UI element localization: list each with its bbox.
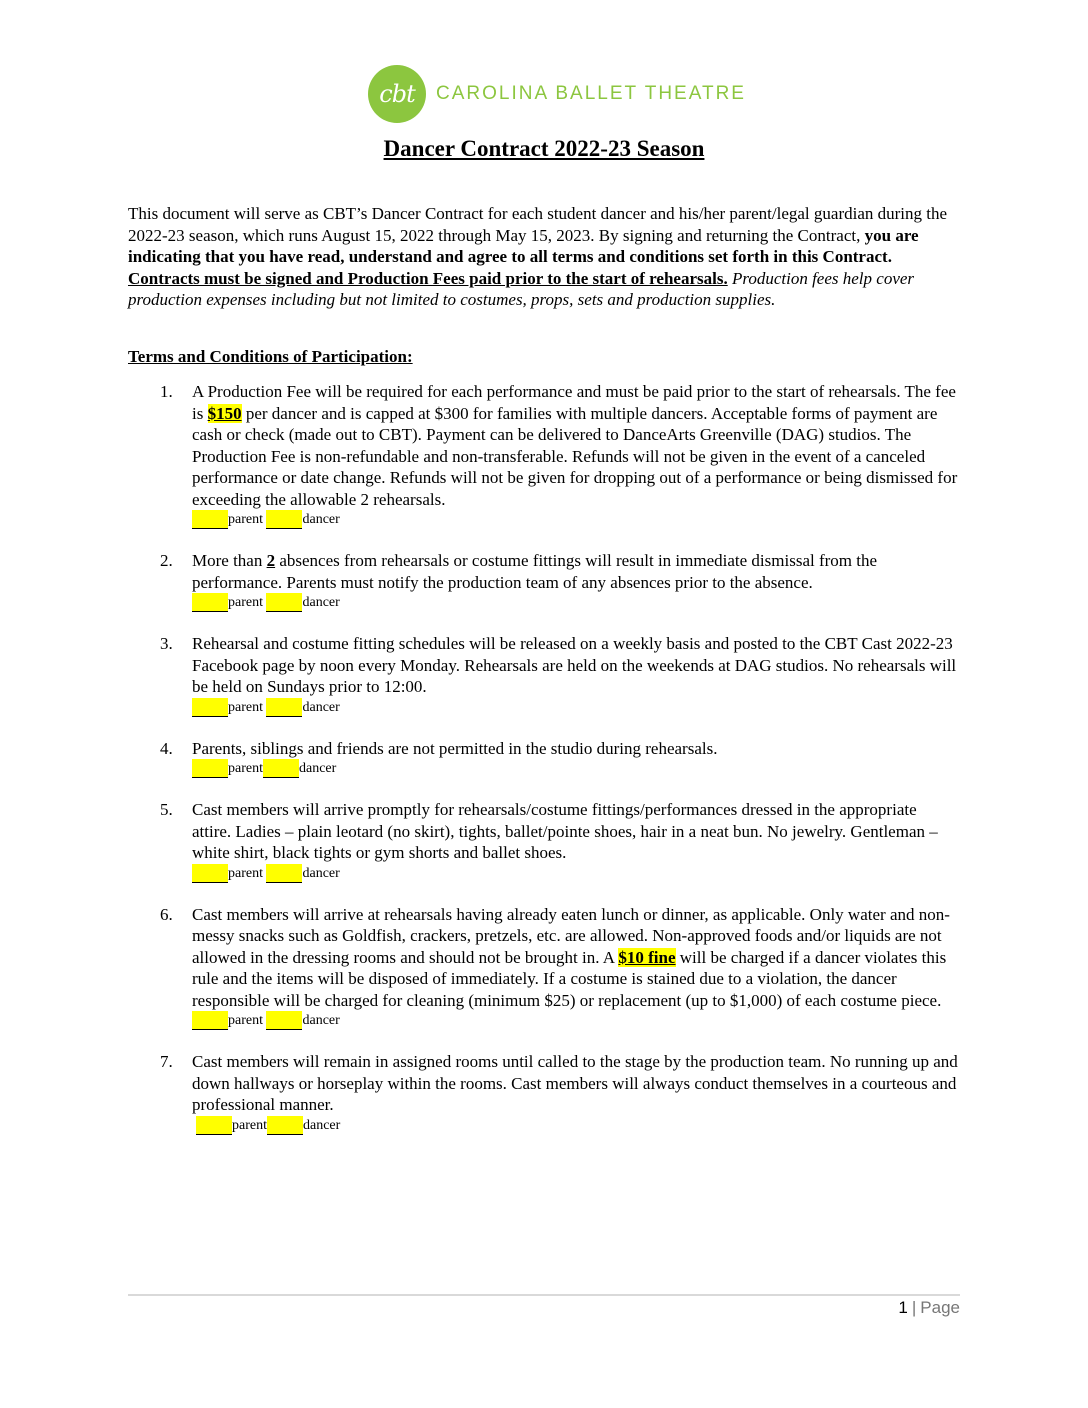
term-item-6: [128, 904, 960, 1031]
parent-label: parent: [228, 865, 263, 881]
logo-monogram: cbt: [368, 65, 426, 123]
parent-label: parent: [232, 1117, 267, 1133]
fine-highlight: $10 fine: [618, 947, 676, 967]
item-text: absences from rehearsals or costume fittings will result in immediate dismissal from the performance. Parents must notify the production team of any absences prior to the absence.: [192, 551, 878, 592]
footer-separator: |: [911, 1298, 917, 1317]
term-item-5: [128, 799, 960, 883]
terms-list: [128, 381, 960, 1135]
term-item-2: [128, 550, 960, 612]
item-text: More than: [192, 551, 267, 570]
parent-initials-field[interactable]: [192, 759, 228, 778]
dancer-initials-field[interactable]: [266, 510, 302, 529]
dancer-label: dancer: [302, 1117, 341, 1133]
dancer-initials-field[interactable]: [266, 698, 302, 717]
initials-row: [192, 698, 960, 717]
logo-name: CAROLINA BALLET THEATRE: [436, 83, 746, 104]
intro-paragraph: [128, 203, 960, 311]
logo: [368, 65, 746, 123]
item-text: Rehearsal and costume fitting schedules will be released on a weekly basis and posted to the CBT Cast 2022-23 Facebook page by noon every Monday. Rehearsals are held on the weekends at DAG studios. No rehearsals will be held on Sundays prior to 12:00.: [192, 634, 957, 696]
item-text: Cast members will remain in assigned rooms until called to the stage by the production team. No running up and down hallways or horseplay within the rooms. Cast members will always conduct themselves in a courteous and professional manner.: [192, 1052, 958, 1114]
parent-label: parent: [228, 1013, 263, 1028]
dancer-initials-field[interactable]: [266, 864, 302, 883]
fee-highlight: $150: [207, 403, 242, 423]
section-heading: Terms and Conditions of Participation:: [128, 347, 413, 366]
dancer-label: dancer: [302, 1013, 340, 1028]
parent-initials-field[interactable]: [192, 698, 228, 717]
parent-label: parent: [228, 595, 263, 610]
dancer-label: dancer: [302, 512, 340, 527]
intro-bold-text: you are indicating that you have read, understand and agree to all terms and conditions set forth in this Contract.: [128, 225, 919, 266]
dancer-label: dancer: [298, 761, 337, 776]
page-label: Page: [920, 1298, 960, 1317]
item-text: Cast members will arrive at rehearsals having already eaten lunch or dinner, as applicable. Only water and non-messy snacks such as Goldfish, crackers, pretzels, etc. are allowed. Non-approved foods and/or liquids are not allowed in the dressing rooms and should not be brought in. A: [192, 904, 950, 967]
item-number: 3.: [160, 634, 173, 653]
initials-row: [192, 864, 960, 883]
parent-initials-field[interactable]: [196, 1116, 232, 1135]
item-number: 7.: [160, 1052, 173, 1071]
item-number: 5.: [160, 800, 173, 819]
item-text: Cast members will arrive promptly for rehearsals/costume fittings/performances dressed in the appropriate attire. Ladies – plain leotard (no skirt), tights, ballet/pointe shoes, hair in a neat bun. No jewelry. Gentleman – white shirt, black tights or gym shorts and ballet shoes.: [192, 800, 938, 862]
intro-italic-note: Production fees help cover production expenses including but not limited to costumes, props, sets and production supplies.: [128, 268, 915, 309]
item-number: 4.: [160, 738, 173, 758]
term-item-4: [128, 738, 960, 779]
parent-initials-field[interactable]: [192, 510, 228, 529]
intro-requirement: Contracts must be signed and Production Fees paid prior to the start of rehearsals.: [128, 268, 728, 288]
parent-label: parent: [228, 512, 263, 527]
dancer-label: dancer: [302, 865, 340, 881]
initials-row: [192, 759, 960, 778]
initials-row: [192, 510, 960, 529]
parent-label: parent: [228, 699, 263, 715]
parent-initials-field[interactable]: [192, 864, 228, 883]
parent-label: parent: [228, 761, 263, 776]
item-text: Parents, siblings and friends are not permitted in the studio during rehearsals.: [192, 738, 718, 758]
parent-initials-field[interactable]: [192, 593, 228, 612]
footer-divider: [128, 1294, 960, 1296]
item-number: 2.: [160, 551, 173, 570]
initials-row: [192, 1116, 960, 1135]
page-number: 1: [898, 1298, 908, 1317]
page-title: Dancer Contract 2022-23 Season: [383, 136, 705, 161]
term-item-7: [128, 1051, 960, 1135]
item-text: A Production Fee will be required for each performance and must be paid prior to the start of rehearsals. The fee is: [192, 382, 956, 423]
item-text: per dancer and is capped at $300 for families with multiple dancers. Acceptable forms of payment are cash or check (made out to CBT). Payment can be delivered to DanceArts Greenville (DAG) studios. The Production Fee is non-refundable and non-transferable. Refunds will not be given in the event of a canceled performance or date change. Refunds will not be given for dropping out of a performance or being dismissed for exceeding the allowable 2 rehearsals.: [192, 403, 958, 509]
item-number: 6.: [160, 904, 173, 924]
initials-row: [192, 593, 960, 612]
dancer-initials-field[interactable]: [263, 759, 299, 778]
term-item-3: [128, 633, 960, 717]
parent-initials-field[interactable]: [192, 1011, 228, 1030]
dancer-initials-field[interactable]: [267, 1116, 303, 1135]
dancer-label: dancer: [302, 699, 340, 715]
dancer-initials-field[interactable]: [266, 1011, 302, 1030]
item-text: will be charged if a dancer violates this rule and the items will be disposed of immediately. If a costume is stained due to a violation, the dancer responsible will be charged for cleaning (minimum $25) or replacement (up to $1,000) of each costume piece.: [192, 947, 947, 1010]
dancer-initials-field[interactable]: [266, 593, 302, 612]
term-item-1: [128, 381, 960, 529]
item-number: 1.: [160, 382, 173, 401]
page-footer: [898, 1298, 960, 1318]
initials-row: [192, 1011, 960, 1030]
dancer-label: dancer: [302, 595, 340, 610]
absence-limit: 2: [266, 551, 276, 570]
intro-text: This document will serve as CBT’s Dancer Contract for each student dancer and his/her parent/legal guardian during the 2022-23 season, which runs August 15, 2022 through May 15, 2023. By signing and returning the Contract,: [128, 204, 948, 245]
